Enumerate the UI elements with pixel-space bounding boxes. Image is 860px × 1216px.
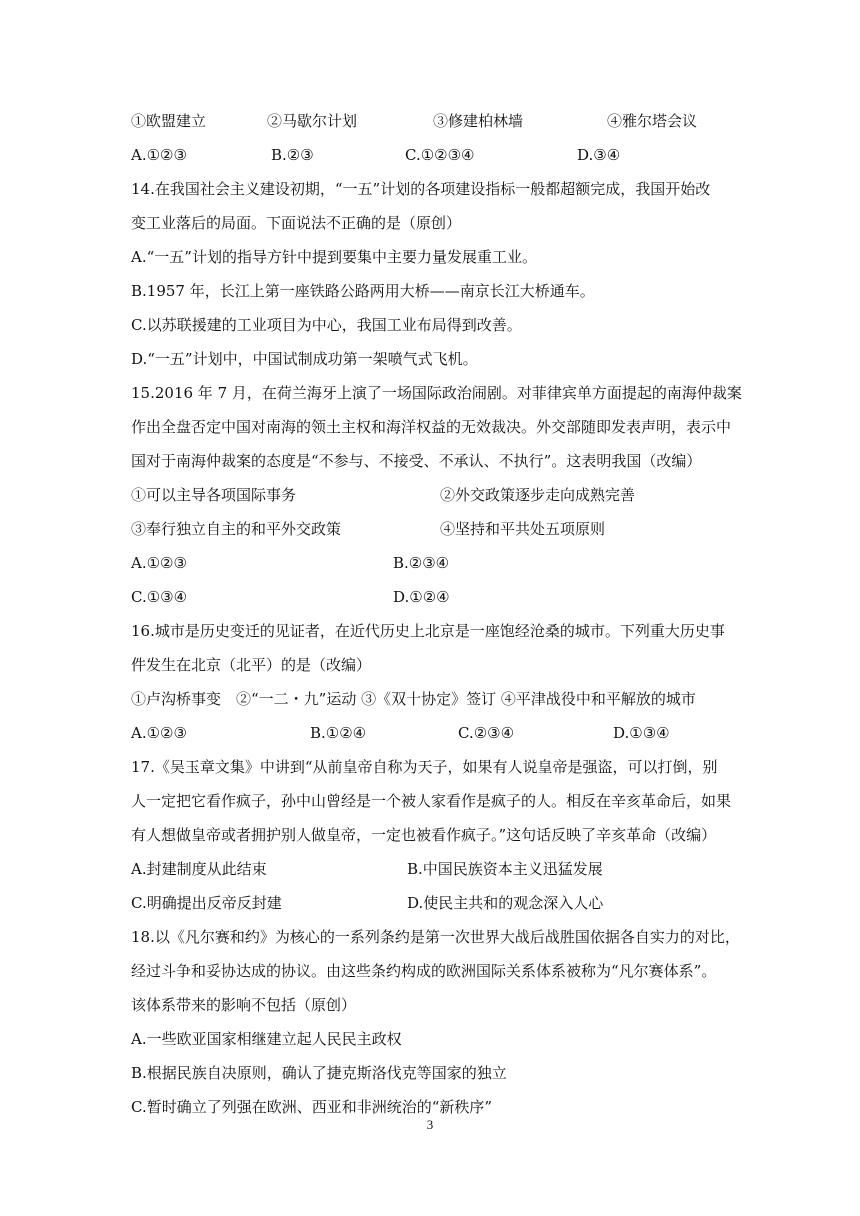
q13-item-1: ①欧盟建立 [131, 112, 207, 130]
q16-choice-b: B.①②④ [310, 724, 367, 742]
q13-choice-d: D.③④ [577, 146, 621, 164]
q16-stem-line-1: 16.城市是历史变迁的见证者，在近代历史上北京是一座饱经沧桑的城市。下列重大历史事 [131, 622, 725, 640]
q14-stem-line-2: 变工业落后的局面。下面说法不正确的是（原创） [131, 214, 462, 232]
page-number: 3 [426, 1117, 434, 1132]
q17-stem-line-1: 17.《吴玉章文集》中讲到“从前皇帝自称为天子，如果有人说皇帝是强盗，可以打倒，别 [131, 758, 718, 776]
q14-choice-a: A.“一五”计划的指导方针中提到要集中主要力量发展重工业。 [131, 248, 537, 266]
q16-stem-line-2: 件发生在北京（北平）的是（改编） [131, 656, 372, 674]
q15-stem-line-1: 15.2016 年 7 月，在荷兰海牙上演了一场国际政治闹剧。对菲律宾单方面提起的南海仲裁案 [131, 384, 742, 402]
q13-item-3: ③修建柏林墙 [433, 112, 524, 130]
q17-choice-c: C.明确提出反帝反封建 [131, 894, 282, 912]
q18-stem-line-3: 该体系带来的影响不包括（原创） [131, 996, 357, 1014]
q18-stem-line-2: 经过斗争和妥协达成的协议。由这些条约构成的欧洲国际关系体系被称为“凡尔赛体系”。 [131, 962, 717, 980]
q13-item-2: ②马歇尔计划 [267, 112, 358, 130]
q15-stem-line-3: 国对于南海仲裁案的态度是“不参与、不接受、不承认、不执行”。这表明我国（改编） [131, 452, 702, 470]
q14-choice-b: B.1957 年，长江上第一座铁路公路两用大桥——南京长江大桥通车。 [131, 282, 595, 300]
q18-choice-c: C.暂时确立了列强在欧洲、西亚和非洲统治的“新秩序” [131, 1098, 493, 1116]
q15-item-1: ①可以主导各项国际事务 [131, 486, 297, 504]
q13-choice-c: C.①②③④ [405, 146, 475, 164]
q16-choice-a: A.①②③ [131, 724, 187, 742]
q17-stem-line-2: 人一定把它看作疯子，孙中山曾经是一个被人家看作是疯子的人。相反在辛亥革命后，如果 [131, 792, 732, 810]
q14-choice-c: C.以苏联援建的工业项目为中心，我国工业布局得到改善。 [131, 316, 522, 334]
q15-choice-a: A.①②③ [131, 554, 187, 572]
q13-choice-a: A.①②③ [131, 146, 187, 164]
q15-choice-c: C.①③④ [131, 588, 188, 606]
q15-item-4: ④坚持和平共处五项原则 [440, 520, 606, 538]
q15-item-2: ②外交政策逐步走向成熟完善 [440, 486, 636, 504]
q17-stem-line-3: 有人想做皇帝或者拥护别人做皇帝，一定也被看作疯子。”这句话反映了辛亥革命（改编） [131, 826, 717, 844]
q18-stem-line-1: 18.以《凡尔赛和约》为核心的一系列条约是第一次世界大战后战胜国依据各自实力的对比， [131, 928, 740, 946]
q15-item-3: ③奉行独立自主的和平外交政策 [131, 520, 342, 538]
q15-stem-line-2: 作出全盘否定中国对南海的领土主权和海洋权益的无效裁决。外交部随即发表声明，表示中 [131, 418, 732, 436]
q16-items-line: ①卢沟桥事变 ②“一二・九”运动 ③《双十协定》签订 ④平津战役中和平解放的城市 [131, 690, 696, 708]
q15-choice-b: B.②③④ [393, 554, 450, 572]
q13-item-4: ④雅尔塔会议 [607, 112, 698, 130]
q16-choice-d: D.①③④ [613, 724, 670, 742]
q18-choice-a: A.一些欧亚国家相继建立起人民民主政权 [131, 1030, 402, 1048]
q17-choice-a: A.封建制度从此结束 [131, 860, 267, 878]
q17-choice-b: B.中国民族资本主义迅猛发展 [407, 860, 603, 878]
q16-choice-c: C.②③④ [458, 724, 515, 742]
q14-choice-d: D.“一五”计划中，中国试制成功第一架喷气式飞机。 [131, 350, 478, 368]
q14-stem-line-1: 14.在我国社会主义建设初期，“一五”计划的各项建设指标一般都超额完成，我国开始改 [131, 180, 711, 198]
q13-choice-b: B.②③ [271, 146, 314, 164]
q17-choice-d: D.使民主共和的观念深入人心 [407, 894, 604, 912]
q18-choice-b: B.根据民族自决原则，确认了捷克斯洛伐克等国家的独立 [131, 1064, 507, 1082]
q15-choice-d: D.①②④ [393, 588, 450, 606]
